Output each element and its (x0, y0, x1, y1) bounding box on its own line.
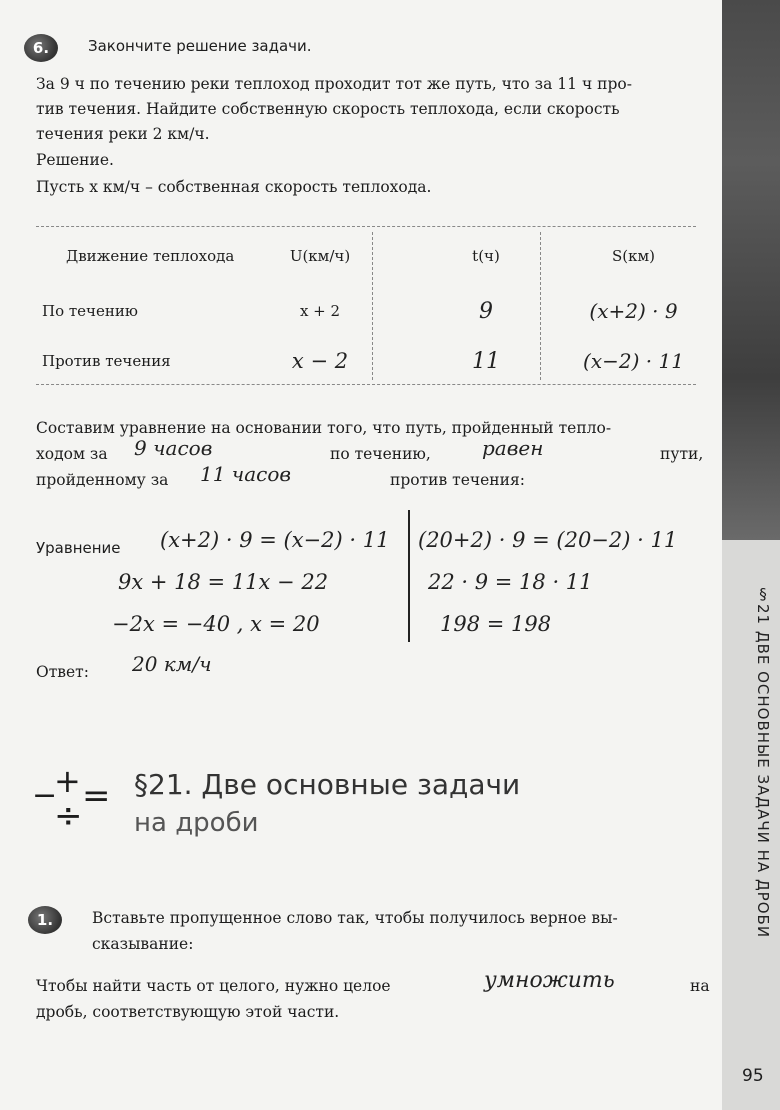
equation-step: −2x = −40 , x = 20 (112, 612, 320, 636)
table-header: S(км) (611, 247, 656, 265)
row-label: По течению (42, 302, 138, 320)
compose-text: по течению, (330, 445, 431, 463)
task-title: Закончите решение задачи. (88, 37, 312, 55)
compose-line: Составим уравнение на основании того, что путь, пройденный тепло- (36, 419, 612, 437)
handwritten-fill: 11 часов (200, 462, 292, 486)
task-number-badge: 1. (28, 906, 62, 934)
handwritten-fill: равен (482, 436, 544, 460)
task-number-badge: 6. (24, 34, 58, 62)
time-cell: 11 (472, 348, 500, 374)
handwritten-fill: умножить (484, 968, 615, 993)
problem-line: За 9 ч по течению реки теплоход проходит тот же путь, что за 11 ч про- (36, 75, 632, 93)
minus-sign-icon: − (32, 778, 58, 813)
speed-cell: x + 2 (299, 302, 341, 320)
solution-label: Решение. (36, 151, 114, 169)
division-sign-icon: ÷ (54, 796, 83, 836)
section-subtitle: на дроби (134, 808, 259, 838)
row-label: Против течения (42, 352, 171, 370)
task-text: Вставьте пропущенное слово так, чтобы получилось верное вы- (92, 909, 618, 927)
time-cell: 9 (479, 298, 493, 324)
problem-line: течения реки 2 км/ч. (36, 125, 210, 143)
table-row (36, 334, 696, 388)
check-step: 198 = 198 (440, 612, 552, 636)
fill-text: на (690, 977, 710, 995)
equation-label: Уравнение (36, 539, 121, 557)
problem-line: тив течения. Найдите собственную скорость теплохода, если скорость (36, 100, 620, 118)
speed-cell: x − 2 (291, 349, 349, 373)
let-line: Пусть x км/ч – собственная скорость теплохода. (36, 178, 432, 196)
compose-text: ходом за (36, 445, 108, 463)
compose-text: пройденному за (36, 471, 169, 489)
distance-cell: (x+2) · 9 (589, 299, 678, 323)
table-row (36, 288, 696, 334)
operations-icon (30, 762, 111, 838)
equation-divider (408, 510, 410, 642)
distance-cell: (x−2) · 11 (583, 349, 684, 373)
side-chapter-label: §21 ДВЕ ОСНОВНЫЕ ЗАДАЧИ НА ДРОБИ (754, 585, 772, 939)
section-title: §21. Две основные задачи (134, 768, 521, 801)
page-number: 95 (742, 1066, 764, 1086)
check-step: (20+2) · 9 = (20−2) · 11 (418, 528, 678, 552)
check-step: 22 · 9 = 18 · 11 (428, 570, 593, 594)
equals-sign-icon: = (82, 776, 111, 816)
motion-table (36, 224, 696, 388)
answer-value: 20 км/ч (132, 652, 212, 676)
answer-label: Ответ: (36, 663, 89, 681)
handwritten-fill: 9 часов (134, 436, 213, 460)
table-header: U(км/ч) (289, 247, 351, 265)
compose-text: против течения: (390, 471, 525, 489)
table-header: Движение теплохода (66, 247, 235, 265)
equation-step: 9x + 18 = 11x − 22 (118, 570, 329, 594)
fill-text: Чтобы найти часть от целого, нужно целое (36, 977, 391, 995)
compose-text: пути, (660, 445, 704, 463)
table-header: t(ч) (472, 247, 500, 265)
plus-sign-icon: + (54, 762, 81, 800)
equation-step: (x+2) · 9 = (x−2) · 11 (160, 528, 390, 552)
task-text: сказывание: (92, 935, 194, 953)
fill-text: дробь, соответствующую этой части. (36, 1003, 340, 1021)
